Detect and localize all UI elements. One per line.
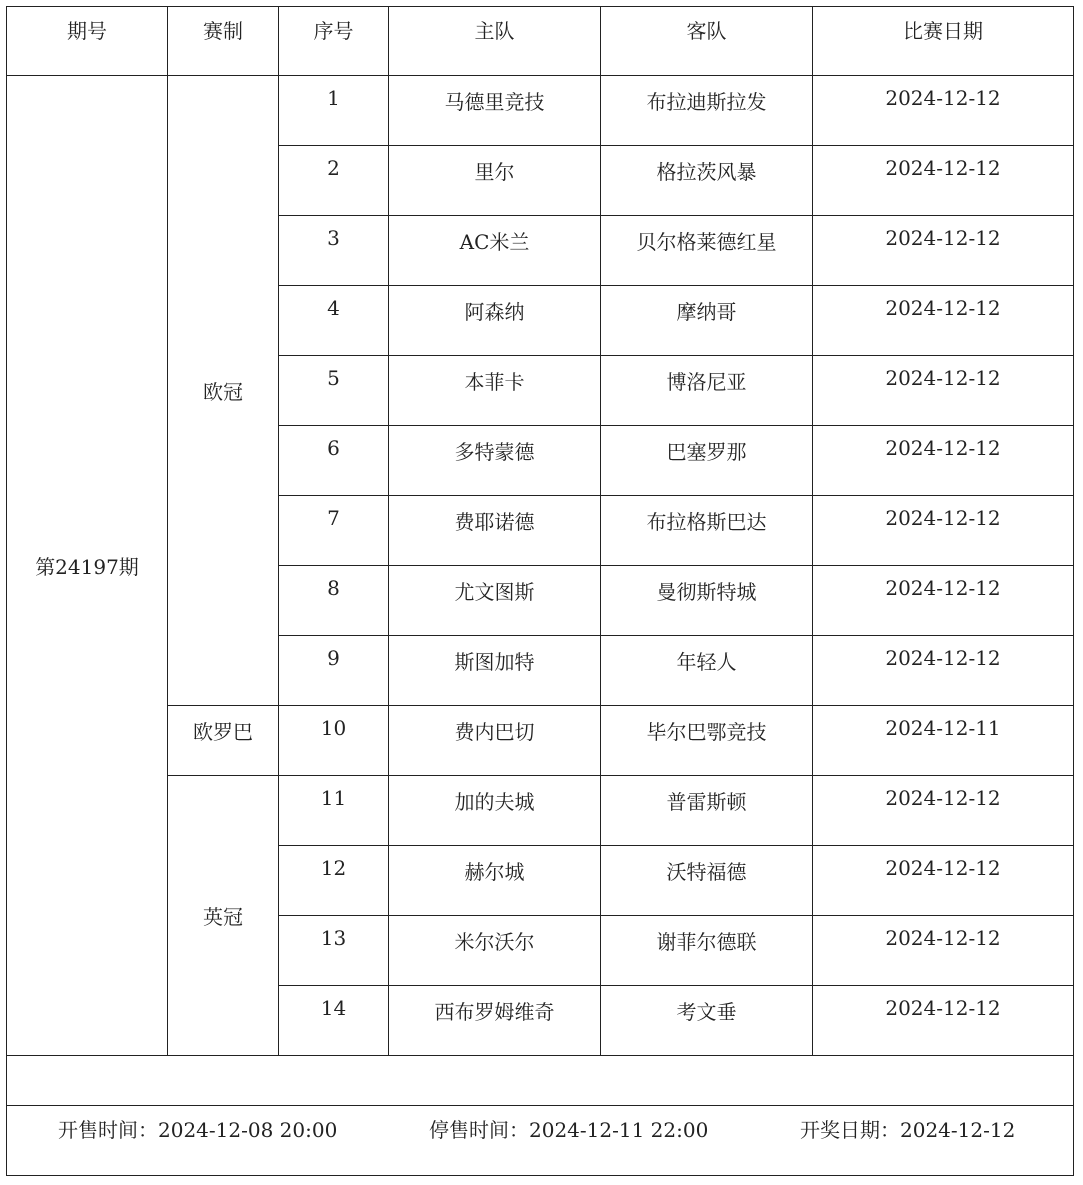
match-number: 12 xyxy=(279,846,389,916)
away-team: 沃特福德 xyxy=(601,846,813,916)
home-team: 尤文图斯 xyxy=(389,566,601,636)
match-number: 11 xyxy=(279,776,389,846)
away-team: 曼彻斯特城 xyxy=(601,566,813,636)
home-team: AC米兰 xyxy=(389,216,601,286)
away-team: 谢菲尔德联 xyxy=(601,916,813,986)
match-date: 2024-12-12 xyxy=(813,286,1074,356)
match-date: 2024-12-12 xyxy=(813,496,1074,566)
sale-stop-time: 停售时间：2024-12-11 22:00 xyxy=(429,1118,709,1142)
footer-row xyxy=(7,1106,1074,1176)
match-date: 2024-12-12 xyxy=(813,986,1074,1056)
header-home-team: 主队 xyxy=(389,7,601,76)
table-row xyxy=(7,76,1074,146)
match-number: 2 xyxy=(279,146,389,216)
away-team: 贝尔格莱德红星 xyxy=(601,216,813,286)
match-date: 2024-12-12 xyxy=(813,76,1074,146)
home-team: 斯图加特 xyxy=(389,636,601,706)
away-team: 年轻人 xyxy=(601,636,813,706)
header-competition: 赛制 xyxy=(168,7,279,76)
home-team: 里尔 xyxy=(389,146,601,216)
header-match-date: 比赛日期 xyxy=(813,7,1074,76)
match-date: 2024-12-12 xyxy=(813,916,1074,986)
header-away-team: 客队 xyxy=(601,7,813,76)
away-team: 摩纳哥 xyxy=(601,286,813,356)
home-team: 阿森纳 xyxy=(389,286,601,356)
match-date: 2024-12-11 xyxy=(813,706,1074,776)
home-team: 加的夫城 xyxy=(389,776,601,846)
blank-row xyxy=(7,1056,1074,1106)
home-team: 米尔沃尔 xyxy=(389,916,601,986)
table-row xyxy=(7,706,1074,776)
match-number: 9 xyxy=(279,636,389,706)
header-number: 序号 xyxy=(279,7,389,76)
match-number: 5 xyxy=(279,356,389,426)
away-team: 巴塞罗那 xyxy=(601,426,813,496)
period-cell: 第24197期 xyxy=(7,76,168,1056)
home-team: 费内巴切 xyxy=(389,706,601,776)
match-number: 8 xyxy=(279,566,389,636)
match-date: 2024-12-12 xyxy=(813,146,1074,216)
match-number: 7 xyxy=(279,496,389,566)
away-team: 考文垂 xyxy=(601,986,813,1056)
home-team: 本菲卡 xyxy=(389,356,601,426)
away-team: 格拉茨风暴 xyxy=(601,146,813,216)
home-team: 赫尔城 xyxy=(389,846,601,916)
sale-start-time: 开售时间：2024-12-08 20:00 xyxy=(58,1118,338,1142)
away-team: 布拉格斯巴达 xyxy=(601,496,813,566)
match-number: 13 xyxy=(279,916,389,986)
table-row xyxy=(7,776,1074,846)
match-number: 1 xyxy=(279,76,389,146)
competition-cell: 欧冠 xyxy=(168,76,279,706)
match-number: 3 xyxy=(279,216,389,286)
fixture-table xyxy=(6,6,1074,1176)
match-date: 2024-12-12 xyxy=(813,216,1074,286)
home-team: 费耶诺德 xyxy=(389,496,601,566)
away-team: 普雷斯顿 xyxy=(601,776,813,846)
home-team: 马德里竞技 xyxy=(389,76,601,146)
header-row xyxy=(7,7,1074,76)
competition-cell: 欧罗巴 xyxy=(168,706,279,776)
home-team: 多特蒙德 xyxy=(389,426,601,496)
match-date: 2024-12-12 xyxy=(813,356,1074,426)
match-date: 2024-12-12 xyxy=(813,426,1074,496)
footer-cell xyxy=(7,1106,1074,1176)
match-date: 2024-12-12 xyxy=(813,846,1074,916)
match-date: 2024-12-12 xyxy=(813,566,1074,636)
away-team: 布拉迪斯拉发 xyxy=(601,76,813,146)
competition-cell: 英冠 xyxy=(168,776,279,1056)
match-date: 2024-12-12 xyxy=(813,776,1074,846)
match-number: 6 xyxy=(279,426,389,496)
match-number: 10 xyxy=(279,706,389,776)
header-period: 期号 xyxy=(7,7,168,76)
match-date: 2024-12-12 xyxy=(813,636,1074,706)
away-team: 博洛尼亚 xyxy=(601,356,813,426)
home-team: 西布罗姆维奇 xyxy=(389,986,601,1056)
blank-cell xyxy=(7,1056,1074,1106)
match-number: 4 xyxy=(279,286,389,356)
match-number: 14 xyxy=(279,986,389,1056)
away-team: 毕尔巴鄂竞技 xyxy=(601,706,813,776)
draw-date: 开奖日期：2024-12-12 xyxy=(800,1118,1016,1142)
